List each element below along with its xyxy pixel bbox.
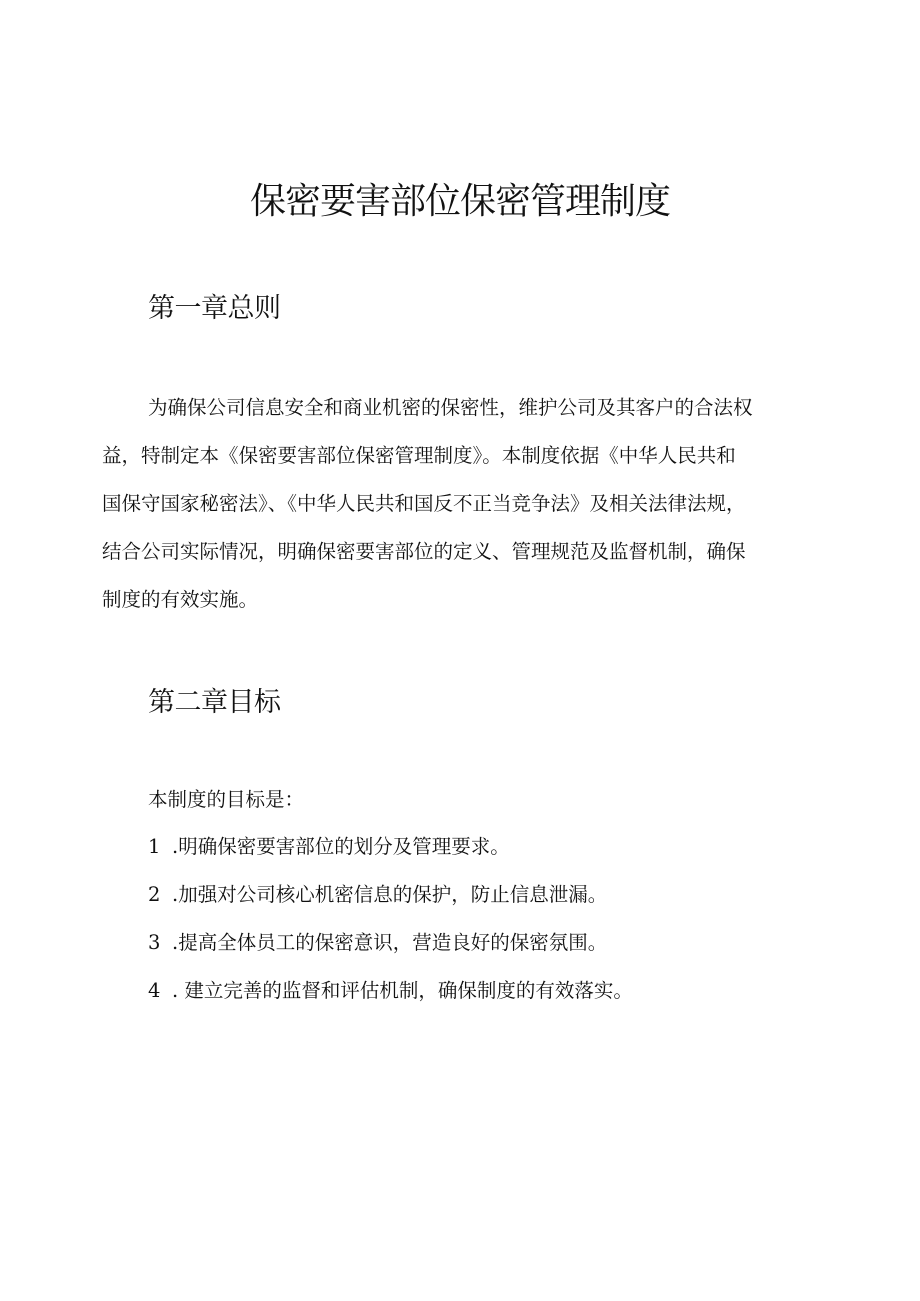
goal-text: . 建立完善的监督和评估机制，确保制度的有效落实。 xyxy=(172,979,633,1002)
goal-item xyxy=(148,971,633,1019)
chapter-1-paragraph xyxy=(102,384,824,624)
paragraph-line: 制度的有效实施。 xyxy=(102,588,259,611)
paragraph-line: 为确保公司信息安全和商业机密的保密性，维护公司及其客户的合法权 xyxy=(148,396,753,419)
goal-item xyxy=(148,923,633,971)
goal-number: 1 xyxy=(148,835,161,858)
goal-number: 4 xyxy=(148,979,161,1002)
chapter-1-heading: 第一章总则 xyxy=(148,293,281,324)
goal-number: 2 xyxy=(148,883,161,906)
goal-item xyxy=(148,875,633,923)
paragraph-line: 国保守国家秘密法》、《中华人民共和国反不正当竞争法》及相关法律法规， xyxy=(102,492,746,515)
paragraph-line: 益，特制定本《保密要害部位保密管理制度》。本制度依据《中华人民共和 xyxy=(102,444,736,467)
paragraph-line: 结合公司实际情况，明确保密要害部位的定义、管理规范及监督机制，确保 xyxy=(102,540,746,563)
chapter-2-intro: 本制度的目标是： xyxy=(148,788,305,811)
goal-number: 3 xyxy=(148,931,161,954)
goal-text: .加强对公司核心机密信息的保护，防止信息泄漏。 xyxy=(172,883,608,906)
goal-text: .明确保密要害部位的划分及管理要求。 xyxy=(172,835,510,858)
goal-list xyxy=(148,827,633,1019)
goal-item xyxy=(148,827,633,875)
goal-text: .提高全体员工的保密意识，营造良好的保密氛围。 xyxy=(172,931,608,954)
chapter-2-heading: 第二章目标 xyxy=(148,687,281,718)
document-title: 保密要害部位保密管理制度 xyxy=(249,181,670,222)
